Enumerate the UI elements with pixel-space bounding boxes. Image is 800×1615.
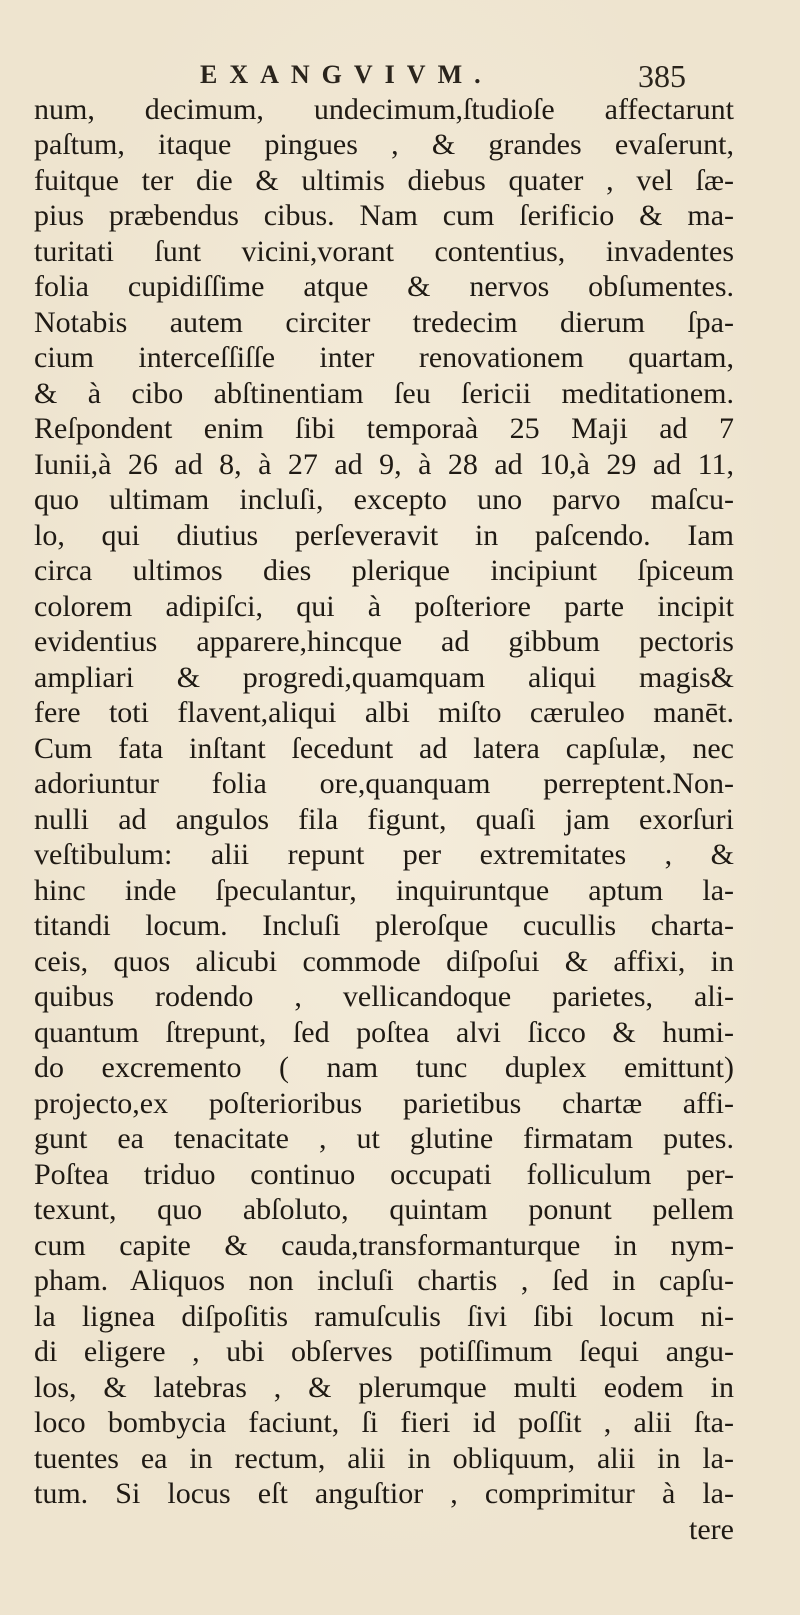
text-line: lo, qui diutius perſeveravit in paſcendo. Iam	[34, 519, 734, 552]
text-line: hinc inde ſpeculantur, inquiruntque aptum la-	[34, 874, 734, 907]
text-line: turitati ſunt vicini,vorant contentius, invadentes	[34, 235, 734, 268]
text-line: Notabis autem circiter tredecim dierum ſpa-	[34, 306, 734, 339]
text-line: pius præbendus cibus. Nam cum ſerificio & ma-	[34, 199, 734, 232]
text-line: Cum fata inſtant ſecedunt ad latera capſulæ, nec	[34, 732, 734, 765]
text-line: fere toti flavent,aliqui albi miſto cæruleo manēt.	[34, 696, 734, 729]
text-line: titandi locum. Incluſi pleroſque cucullis charta-	[34, 909, 734, 942]
text-line: ceis, quos alicubi commode diſpoſui & affixi, in	[34, 945, 734, 978]
text-line: evidentius apparere,hincque ad gibbum pectoris	[34, 625, 734, 658]
text-line: quantum ſtrepunt, ſed poſtea alvi ſicco & humi-	[34, 1016, 734, 1049]
running-head: EXANGVIVM.	[200, 60, 493, 89]
text-line: paſtum, itaque pingues , & grandes evaſerunt,	[34, 128, 734, 161]
text-line: tum. Si locus eſt anguſtior , comprimitur à la-	[34, 1477, 734, 1510]
text-line: loco bombycia faciunt, ſi fieri id poſſit , alii ſta-	[34, 1406, 734, 1439]
text-line: colorem adipiſci, qui à poſteriore parte incipit	[34, 590, 734, 623]
text-line: folia cupidiſſime atque & nervos obſumentes.	[34, 270, 734, 303]
catchword: tere	[689, 1513, 734, 1546]
text-line: nulli ad angulos fila figunt, quaſi jam exorſuri	[34, 803, 734, 836]
text-line: Poſtea triduo continuo occupati folliculum per-	[34, 1158, 734, 1191]
text-line: cium interceſſiſſe inter renovationem quartam,	[34, 341, 734, 374]
text-line: los, & latebras , & plerumque multi eodem in	[34, 1371, 734, 1404]
text-line: Iunii,à 26 ad 8, à 27 ad 9, à 28 ad 10,à 29 ad 11,	[34, 448, 734, 481]
text-line: tuentes ea in rectum, alii in obliquum, alii in la-	[34, 1442, 734, 1475]
page-number: 385	[638, 58, 686, 94]
text-line: quo ultimam incluſi, excepto uno parvo maſcu-	[34, 483, 734, 516]
page-header	[0, 58, 800, 98]
text-line: quibus rodendo , vellicandoque parietes, ali-	[34, 980, 734, 1013]
text-line: di eligere , ubi obſerves potiſſimum ſequi angu-	[34, 1335, 734, 1368]
text-line: gunt ea tenacitate , ut glutine firmatam putes.	[34, 1122, 734, 1155]
text-line: la lignea diſpoſitis ramuſculis ſivi ſibi locum ni-	[34, 1300, 734, 1333]
text-line: ampliari & progredi,quamquam aliqui magis&	[34, 661, 734, 694]
text-line: adoriuntur folia ore,quanquam perreptent.Non-	[34, 767, 734, 800]
text-line: & à cibo abſtinentiam ſeu ſericii meditationem.	[34, 377, 734, 410]
text-line: projecto,ex poſterioribus parietibus chartæ affi-	[34, 1087, 734, 1120]
text-line: veſtibulum: alii repunt per extremitates , &	[34, 838, 734, 871]
text-line: do excremento ( nam tunc duplex emittunt)	[34, 1051, 734, 1084]
text-line: Reſpondent enim ſibi temporaà 25 Maji ad 7	[34, 412, 734, 445]
text-line: num, decimum, undecimum,ſtudioſe affectarunt	[34, 93, 734, 126]
text-line: circa ultimos dies plerique incipiunt ſpiceum	[34, 554, 734, 587]
text-line: texunt, quo abſoluto, quintam ponunt pellem	[34, 1193, 734, 1226]
text-line: fuitque ter die & ultimis diebus quater , vel ſæ-	[34, 164, 734, 197]
text-line: pham. Aliquos non incluſi chartis , ſed in capſu-	[34, 1264, 734, 1297]
text-line: cum capite & cauda,transformanturque in nym-	[34, 1229, 734, 1262]
